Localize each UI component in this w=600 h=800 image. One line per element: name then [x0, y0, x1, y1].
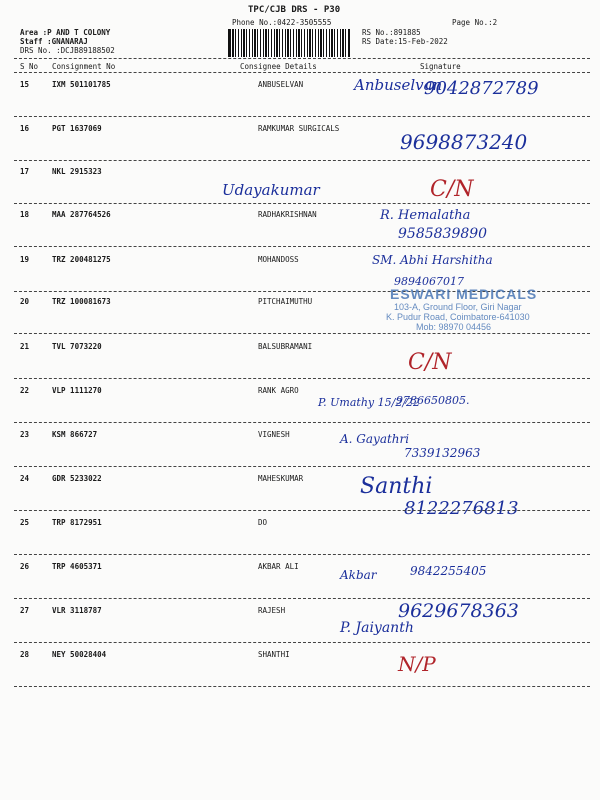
row-signature: SM. Abhi Harshitha	[372, 253, 493, 267]
drs-title: TPC/CJB DRS - P30	[248, 5, 341, 15]
table-row	[0, 210, 600, 254]
divider	[14, 58, 590, 59]
row-consignment-no: KSM 866727	[52, 430, 98, 439]
divider	[14, 246, 590, 247]
row-consignee: ANBUSELVAN	[258, 80, 304, 89]
row-sno: 24	[20, 474, 30, 483]
divider	[14, 203, 590, 204]
row-consignment-no: TVL 7073220	[52, 342, 102, 351]
row-sno: 26	[20, 562, 30, 571]
row-sno: 23	[20, 430, 30, 439]
row-consignee: DO	[258, 518, 268, 527]
table-row	[0, 124, 600, 168]
row-consignee: RAJESH	[258, 606, 286, 615]
divider	[14, 642, 590, 643]
row-signature-number: 9585839890	[398, 226, 488, 242]
phone-number: Phone No.:0422-3505555	[232, 18, 332, 27]
row-signature-number: N/P	[398, 652, 436, 676]
stamp-line: Mob: 98970 04456	[416, 322, 492, 332]
table-row	[0, 650, 600, 694]
row-consignee: VIGNESH	[258, 430, 290, 439]
row-consignment-no: NKL 2915323	[52, 167, 102, 176]
staff-label: Staff :GNANARAJ	[20, 37, 88, 46]
row-sno: 19	[20, 255, 30, 264]
row-signature-number: 9894067017	[394, 275, 464, 288]
page-number: Page No.:2	[452, 18, 498, 27]
row-signature-number: 7339132963	[404, 446, 481, 460]
row-sno: 21	[20, 342, 30, 351]
row-signature: Udayakumar	[222, 181, 320, 199]
row-consignee: RANK AGRO	[258, 386, 299, 395]
row-signature: Santhi	[360, 474, 433, 499]
pharmacy-stamp	[376, 286, 556, 356]
row-consignment-no: NEY 50028404	[52, 650, 107, 659]
row-consignee: MAHESKUMAR	[258, 474, 304, 483]
row-consignment-no: VLR 3118787	[52, 606, 102, 615]
rs-number: RS No.:891885	[362, 28, 421, 37]
row-consignee: MOHANDOSS	[258, 255, 299, 264]
divider	[14, 598, 590, 599]
row-signature-number: 9786650805.	[396, 394, 470, 407]
row-sno: 25	[20, 518, 30, 527]
table-row	[0, 600, 600, 650]
table-row	[0, 76, 600, 124]
row-sno: 20	[20, 297, 30, 306]
stamp-name: ESWARI MEDICALS	[390, 286, 538, 302]
row-signature: A. Gayathri	[340, 432, 410, 446]
row-signature: Anbuselvan	[354, 76, 443, 94]
row-signature-number: 8122276813	[404, 498, 519, 519]
row-sno: 22	[20, 386, 30, 395]
divider	[14, 510, 590, 511]
row-sno: 16	[20, 124, 30, 133]
table-row	[0, 386, 600, 430]
row-consignee: RAMKUMAR SURGICALS	[258, 124, 340, 133]
row-consignment-no: TRZ 100081673	[52, 297, 111, 306]
barcode-image	[228, 29, 350, 57]
stamp-line: 103-A, Ground Floor, Giri Nagar	[394, 302, 522, 312]
row-signature: Akbar	[340, 568, 377, 582]
row-signature: P. Umathy 15/2/22	[318, 396, 421, 409]
area-label: Area :P AND T COLONY	[20, 28, 111, 37]
rs-date: RS Date:15-Feb-2022	[362, 37, 448, 46]
row-consignment-no: MAA 287764526	[52, 210, 111, 219]
col-header-signature: Signature	[420, 62, 461, 71]
row-signature: R. Hemalatha	[380, 208, 471, 223]
row-consignee: PITCHAIMUTHU	[258, 297, 313, 306]
row-signature-number: 9629678363	[398, 600, 519, 622]
row-consignee: RADHAKRISHNAN	[258, 210, 317, 219]
divider	[14, 72, 590, 73]
table-row	[0, 474, 600, 518]
divider	[14, 160, 590, 161]
drs-number: DRS No. :DCJB89188502	[20, 46, 115, 55]
divider	[14, 116, 590, 117]
row-sno: 18	[20, 210, 30, 219]
row-sno: 15	[20, 80, 30, 89]
row-consignment-no: IXM 501101785	[52, 80, 111, 89]
table-row	[0, 167, 600, 211]
row-consignment-no: TRP 8172951	[52, 518, 102, 527]
divider	[14, 466, 590, 467]
divider	[14, 554, 590, 555]
row-signature-number: 9698873240	[400, 130, 528, 154]
divider	[14, 378, 590, 379]
row-sno: 27	[20, 606, 30, 615]
table-row	[0, 430, 600, 474]
row-consignment-no: TRZ 200481275	[52, 255, 111, 264]
col-header-consignee: Consignee Details	[240, 62, 317, 71]
stamp-line: K. Pudur Road, Coimbatore-641030	[386, 312, 530, 322]
col-header-sno: S No	[20, 62, 39, 71]
table-row	[0, 518, 600, 562]
row-signature-number: C/N	[408, 350, 452, 375]
row-signature-number: 9842255405	[410, 564, 487, 578]
row-signature-number: 9042872789	[424, 78, 539, 99]
divider	[14, 686, 590, 687]
row-sno: 17	[20, 167, 30, 176]
row-consignment-no: VLP 1111270	[52, 386, 102, 395]
row-consignment-no: GDR 5233022	[52, 474, 102, 483]
row-consignee: BALSUBRAMANI	[258, 342, 313, 351]
row-consignee: AKBAR ALI	[258, 562, 299, 571]
row-consignment-no: TRP 4605371	[52, 562, 102, 571]
row-signature: P. Jaiyanth	[340, 620, 414, 636]
row-consignee: SHANTHI	[258, 650, 290, 659]
row-sno: 28	[20, 650, 30, 659]
row-signature-number: C/N	[430, 177, 474, 202]
row-consignment-no: PGT 1637069	[52, 124, 102, 133]
col-header-consignment: Consignment No	[52, 62, 116, 71]
divider	[14, 422, 590, 423]
